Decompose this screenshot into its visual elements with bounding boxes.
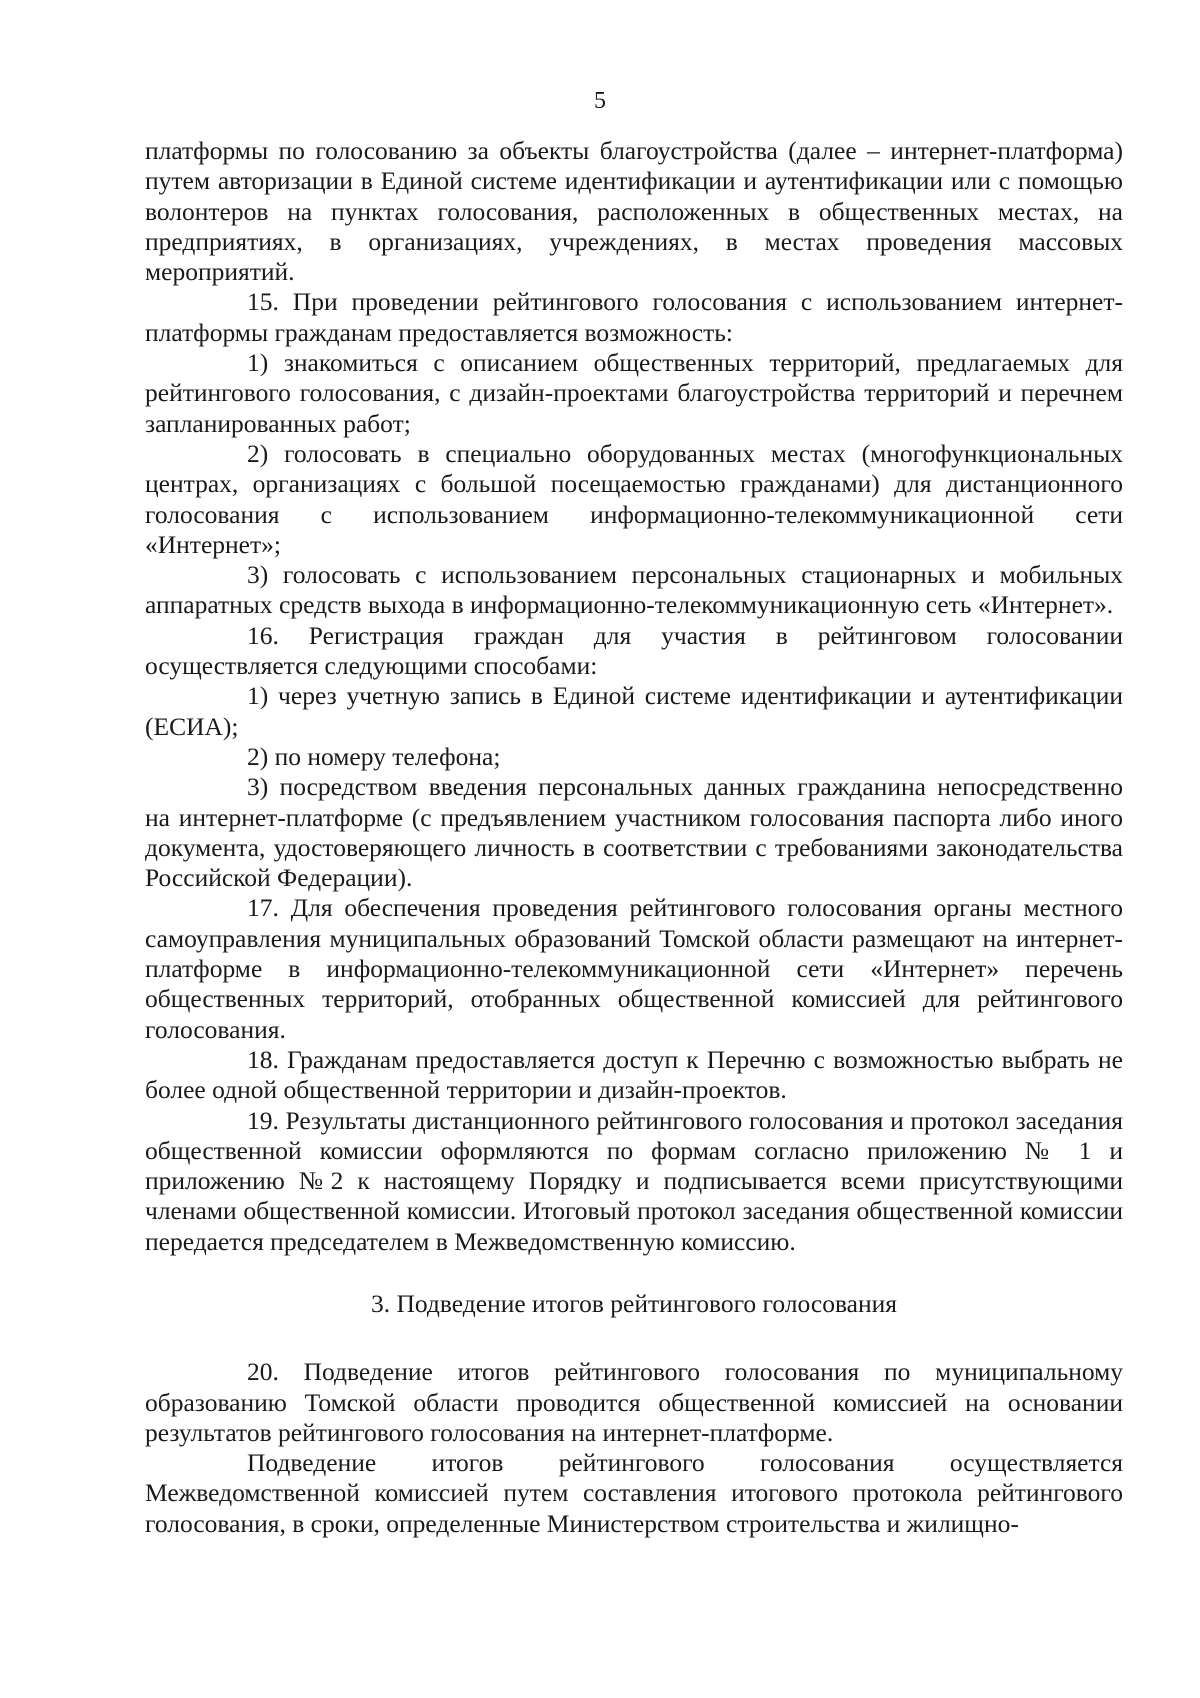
paragraph-continuation: платформы по голосованию за объекты благоустройства (далее – интернет-платформа) путем авторизации в Единой системе идентификации и аутентификации или с помощью волонтеров на пунктах голосования, расположенных в общественных местах, на предприятиях, в организациях, учреждениях, в местах проведения массовых мероприятий.	[145, 136, 1123, 287]
paragraph-20: 20. Подведение итогов рейтингового голосования по муниципальному образованию Томской области проводится общественной комиссией на основании результатов рейтингового голосования на интернет-платформе.	[145, 1357, 1123, 1447]
paragraph-19: 19. Результаты дистанционного рейтингового голосования и протокол заседания общественной комиссии оформляются по формам согласно приложению № 1 и приложению №2 к настоящему Порядку и подписывается всеми присутствующими членами общественной комиссии. Итоговый протокол заседания общественной комиссии передается председателем в Межведомственную комиссию.	[145, 1105, 1123, 1256]
paragraph-20-continued: Подведение итогов рейтингового голосования осуществляется Межведомственной комиссией путем составления итогового протокола рейтингового голосования, в сроки, определенные Министерством строительства и жилищно-	[145, 1448, 1123, 1538]
paragraph-16-item-2: 2) по номеру телефона;	[247, 741, 501, 771]
paragraph-16: 16. Регистрация граждан для участия в рейтинговом голосовании осуществляется следующими способами:	[145, 620, 1123, 681]
page-number: 5	[594, 88, 606, 114]
paragraph-15: 15. При проведении рейтингового голосования с использованием интернет-платформы гражданам предоставляется возможность:	[145, 287, 1123, 347]
paragraph-16-item-1: 1) через учетную запись в Единой системе идентификации и аутентификации (ЕСИА);	[145, 681, 1123, 741]
paragraph-15-item-3: 3) голосовать с использованием персональных стационарных и мобильных аппаратных средств выхода в информационно-телекоммуникационную сеть «Интернет».	[145, 560, 1123, 620]
document-body	[145, 136, 1123, 1539]
paragraph-18: 18. Гражданам предоставляется доступ к Перечню с возможностью выбрать не более одной общественной территории и дизайн-проектов.	[145, 1044, 1123, 1105]
paragraph-15-item-1: 1) знакомиться с описанием общественных территорий, предлагаемых для рейтингового голосования, с дизайн-проектами благоустройства территорий и перечнем запланированных работ;	[145, 348, 1123, 438]
paragraph-17: 17. Для обеспечения проведения рейтингового голосования органы местного самоуправления муниципальных образований Томской области размещают на интернет-платформе в информационно-телекоммуникационной сети «Интернет» перечень общественных территорий, отобранных общественной комиссией для рейтингового голосования.	[145, 893, 1123, 1044]
section-heading: 3. Подведение итогов рейтингового голосования	[371, 1288, 897, 1318]
paragraph-16-item-3: 3) посредством введения персональных данных гражданина непосредственно на интернет-платформе (с предъявлением участником голосования паспорта либо иного документа, удостоверяющего личность в соответствии с требованиями законодательства Российской Федерации).	[145, 772, 1123, 893]
paragraph-15-item-2: 2) голосовать в специально оборудованных местах (многофункциональных центрах, организациях с большой посещаемостью гражданами) для дистанционного голосования с использованием информационно-телекоммуникационной сети «Интернет»;	[145, 438, 1123, 559]
